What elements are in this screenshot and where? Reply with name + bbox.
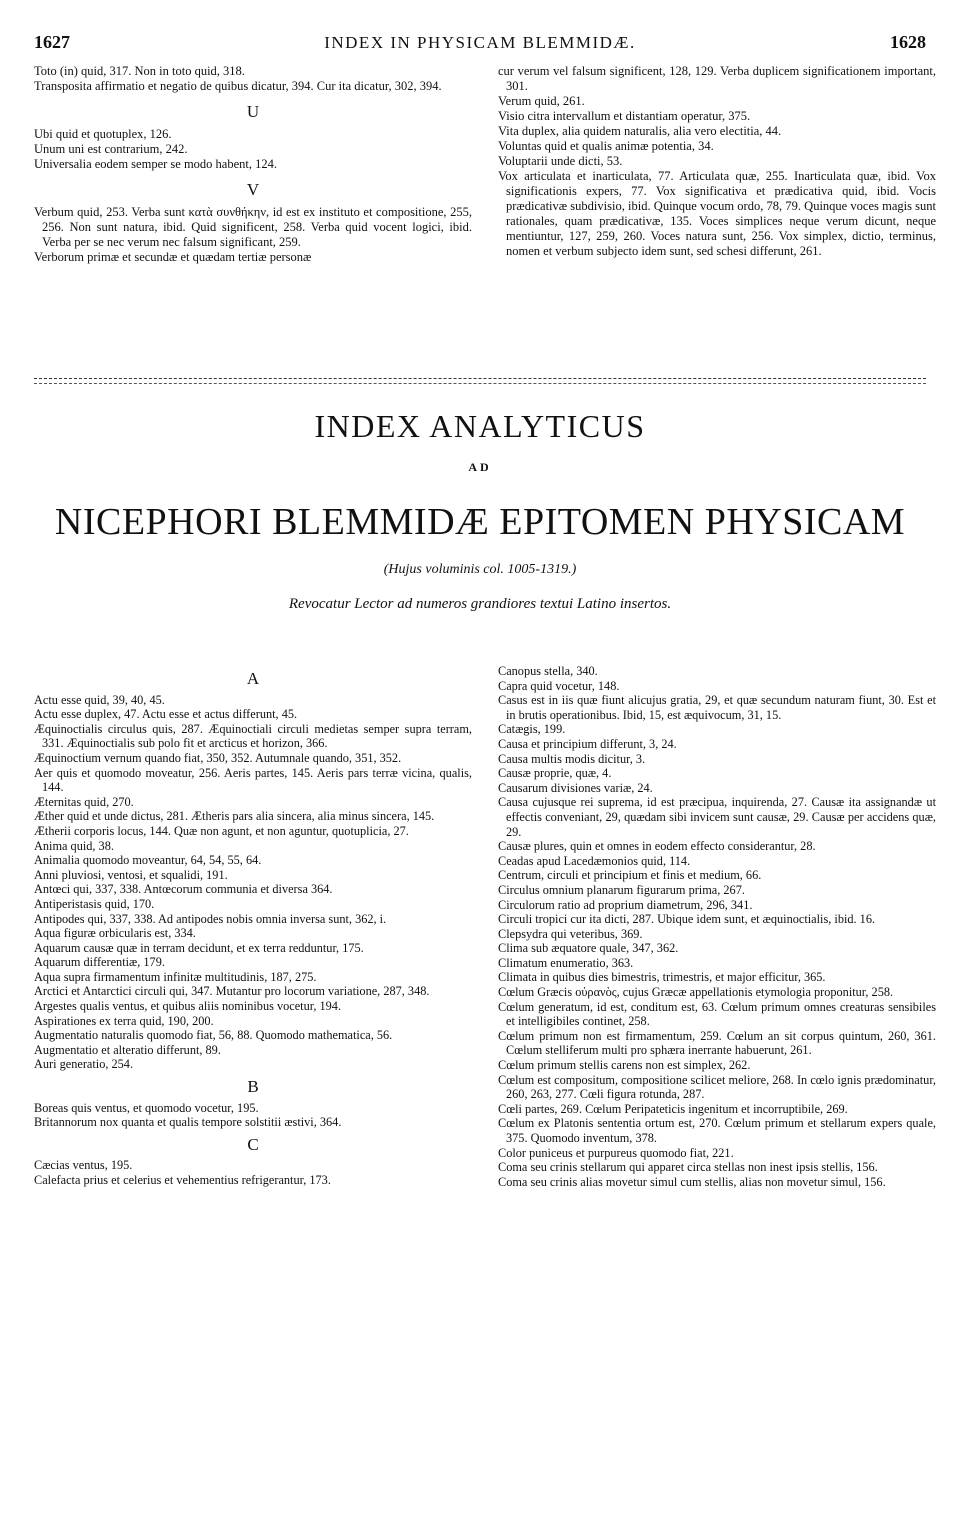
index-entry: Voluntas quid et qualis animæ potentia, 34. bbox=[498, 139, 714, 153]
index-entry: Ceadas apud Lacedæmonios quid, 114. bbox=[498, 853, 691, 868]
index-entry: Centrum, circuli et principium et finis et medium, 66. bbox=[498, 868, 762, 883]
index-entry: Ubi quid et quotuplex, 126. bbox=[34, 127, 172, 141]
index-entry: Coma seu crinis stellarum qui apparet circa stellas non inest ipsis stellis, 156. bbox=[498, 1160, 878, 1175]
index-entry: Causæ proprie, quæ, 4. bbox=[498, 766, 612, 781]
index-entry: Antipodes qui, 337, 338. Ad antipodes nobis omnia inversa sunt, 362, i. bbox=[34, 911, 387, 926]
page-header bbox=[34, 32, 926, 56]
index-entry: Cœlum generatum, id est, conditum est, 63. Cœlum primum omnes creaturas sensibiles et intelligibiles continet, 258. bbox=[498, 999, 936, 1029]
index-entry: Circuli tropici cur ita dicti, 287. Ubique idem sunt, et æquinoctialis, ibid. 16. bbox=[498, 912, 876, 927]
index-entry: Ætherii corporis locus, 144. Quæ non agunt, et non aguntur, quotuplicia, 27. bbox=[34, 823, 409, 838]
index-entry: Cœlum primum stellis carens non est simplex, 262. bbox=[498, 1058, 751, 1073]
index-entry: Verborum primæ et secundæ et quædam tertiæ personæ bbox=[34, 250, 312, 264]
index-entry: Augmentatio et alteratio differunt, 89. bbox=[34, 1042, 221, 1057]
index-entry: Aquarum causæ quæ in terram decidunt, et ex terra redduntur, 175. bbox=[34, 940, 364, 955]
index-title: INDEX ANALYTICUS bbox=[314, 408, 646, 444]
index-letter-heading: U bbox=[246, 102, 260, 121]
index-entry: Clepsydra qui veteribus, 369. bbox=[498, 926, 643, 941]
index-entry: Vox articulata et inarticulata, 77. Articulata quæ, 255. Inarticulata quæ, ibid. Vox significationis expers, 77. Vox significativa et prædicativa quid, ibid. Vocis prædicativæ subdivisio, ibid. Quinque vocum ordo, 78, 79. Quinque voces magis sunt rationales, quam prædicativæ, 135. Voces simplices neque verum dicunt, neque mentiuntur, 127, 259, 260. Voces natura sunt, 256. Vox simplex, dictio, terminus, nomen et verbum subjecto idem sunt, sed schesi differunt, 261. bbox=[498, 169, 936, 258]
section-divider bbox=[34, 378, 926, 384]
index-entry: Verum quid, 261. bbox=[498, 94, 585, 108]
index-entry: Causa cujusque rei suprema, id est præcipua, inquirenda, 27. Causæ ita assignandæ ut effectis conveniant, 29, quædam sibi invicem sunt causæ, 29. Causæ per accidens quæ, 29. bbox=[498, 795, 936, 839]
index-volume-note: (Hujus voluminis col. 1005-1319.) bbox=[383, 562, 577, 577]
bottom-right-column bbox=[498, 664, 936, 1189]
index-entry: Catægis, 199. bbox=[498, 722, 566, 737]
index-entry: Actu esse quid, 39, 40, 45. bbox=[34, 692, 165, 707]
index-entry: Capra quid vocetur, 148. bbox=[498, 678, 620, 693]
index-entry: Antiperistasis quid, 170. bbox=[34, 896, 155, 911]
index-reader-note: Revocatur Lector ad numeros grandiores textui Latino insertos. bbox=[288, 596, 672, 612]
index-entry: Anima quid, 38. bbox=[34, 838, 114, 853]
top-right-column bbox=[498, 64, 936, 259]
index-entry: Boreas quis ventus, et quomodo vocetur, 195. bbox=[34, 1100, 259, 1115]
index-main-title: NICEPHORI BLEMMIDÆ EPITOMEN PHYSICAM bbox=[54, 501, 906, 543]
index-entry: Argestes qualis ventus, et quibus aliis nominibus vocetur, 194. bbox=[34, 999, 342, 1014]
index-letter-heading: A bbox=[246, 669, 260, 688]
index-entry: cur verum vel falsum significent, 128, 129. Verba duplicem significationem important, 301. bbox=[498, 64, 936, 93]
index-letter-heading: B bbox=[247, 1077, 259, 1097]
index-entry: Vita duplex, alia quidem naturalis, alia vero electitia, 44. bbox=[498, 124, 782, 138]
page-number-left: 1627 bbox=[34, 32, 70, 52]
index-entry: Aqua supra firmamentum infinitæ multitudinis, 187, 275. bbox=[34, 969, 317, 984]
index-entry: Anni pluviosi, ventosi, et squalidi, 191. bbox=[34, 867, 228, 882]
index-entry: Cœlum Græcis οὐρανὸς, cujus Græcæ appellationis etymologia proponitur, 258. bbox=[498, 985, 894, 1000]
index-entry: Unum uni est contrarium, 242. bbox=[34, 142, 188, 156]
index-entry: Britannorum nox quanta et qualis tempore solstitii æstivi, 364. bbox=[34, 1115, 342, 1130]
index-entry: Transposita affirmatio et negatio de quibus dicatur, 394. Cur ita dicatur, 302, 394. bbox=[34, 79, 442, 93]
index-entry: Verbum quid, 253. Verba sunt κατὰ συνθήκην, id est ex instituto et compositione, 255, 256. Non sunt natura, ibid. Quid significent, 258. Verba quid vocent logici, ibid. Verba per se nec verum nec falsum significant, 259. bbox=[34, 205, 472, 249]
top-left-column bbox=[34, 64, 472, 265]
index-entry: Cæcias ventus, 195. bbox=[34, 1158, 133, 1173]
index-entry: Calefacta prius et celerius et vehementius refrigerantur, 173. bbox=[34, 1173, 331, 1187]
index-entry: Augmentatio naturalis quomodo fiat, 56, 88. Quomodo mathematica, 56. bbox=[34, 1028, 393, 1043]
index-entry: Circulus omnium planarum figurarum prima, 267. bbox=[498, 882, 745, 897]
index-entry: Universalia eodem semper se modo habent, 124. bbox=[34, 157, 277, 171]
index-entry: Causa et principium differunt, 3, 24. bbox=[498, 736, 677, 751]
top-index-section bbox=[34, 64, 936, 364]
index-entry: Climatum enumeratio, 363. bbox=[498, 955, 634, 970]
index-entry: Causarum divisiones variæ, 24. bbox=[498, 780, 653, 795]
index-letter-heading: V bbox=[246, 180, 260, 199]
analytic-index-section bbox=[34, 664, 936, 1524]
index-entry: Cœli partes, 269. Cœlum Peripateticis ingenitum et incorruptibile, 269. bbox=[498, 1101, 848, 1116]
index-entry: Aqua figuræ orbicularis est, 334. bbox=[34, 926, 196, 941]
index-entry: Æternitas quid, 270. bbox=[34, 794, 134, 809]
index-entry: Color puniceus et purpureus quomodo fiat, 221. bbox=[498, 1145, 734, 1160]
index-entry: Aquarum differentiæ, 179. bbox=[34, 955, 165, 970]
index-entry: Causæ plures, quin et omnes in eodem effecto considerantur, 28. bbox=[498, 839, 816, 854]
index-entry: Auri generatio, 254. bbox=[34, 1057, 134, 1072]
index-entry: Casus est in iis quæ fiunt alicujus gratia, 29, et quæ secundum naturam fiunt, 30. Est et in brutis operationibus. Ibid, 15, est æquivocum, 31, 15. bbox=[498, 693, 936, 722]
index-entry: Æquinoctialis circulus quis, 287. Æquinoctiali circuli medietas semper supra terram, 331. Æquinoctialis sub polo fit et arcticus et horizon, 366. bbox=[34, 721, 472, 751]
index-entry: Cœlum est compositum, compositione scilicet meliore, 268. In cœlo ignis prædominatur, 260, 263, 277. Cœli figura rotunda, 287. bbox=[498, 1072, 936, 1102]
index-entry: Clima sub æquatore quale, 347, 362. bbox=[498, 941, 679, 956]
index-entry: Canopus stella, 340. bbox=[498, 664, 598, 678]
page-number-right: 1628 bbox=[890, 32, 926, 52]
index-entry: Æther quid et unde dictus, 281. Ætheris pars alia sincera, alia minus sincera, 145. bbox=[34, 809, 435, 824]
index-entry: Arctici et Antarctici circuli qui, 347. Mutantur pro locorum variatione, 287, 348. bbox=[34, 984, 430, 999]
index-entry: Cœlum ex Platonis sententia ortum est, 270. Cœlum primum et stellarum expers quale, 375. Quomodo inventum, 378. bbox=[498, 1116, 936, 1145]
index-entry: Visio citra intervallum et distantiam operatur, 375. bbox=[498, 109, 751, 123]
index-entry: Coma seu crinis alias movetur simul cum stellis, alias non movetur simul, 156. bbox=[498, 1174, 886, 1189]
running-title: INDEX IN PHYSICAM BLEMMIDÆ. bbox=[324, 33, 636, 52]
index-entry: Æquinoctium vernum quando fiat, 350, 352. Autumnale quando, 351, 352. bbox=[34, 750, 402, 765]
index-entry: Toto (in) quid, 317. Non in toto quid, 318. bbox=[34, 64, 245, 78]
index-letter-heading: C bbox=[247, 1134, 259, 1154]
index-entry: Antœci qui, 337, 338. Antœcorum communia et diversa 364. bbox=[34, 882, 333, 897]
index-entry: Climata in quibus dies bimestris, trimestris, et major efficitur, 365. bbox=[498, 970, 826, 985]
index-title-ad: AD bbox=[468, 460, 492, 474]
index-entry: Aspirationes ex terra quid, 190, 200. bbox=[34, 1013, 214, 1028]
index-entry: Cœlum primum non est firmamentum, 259. Cœlum an sit corpus quintum, 260, 361. Cœlum stelliferum multi pro sphæra inerrante habuerunt, 261. bbox=[498, 1028, 936, 1058]
bottom-left-column bbox=[34, 664, 472, 1188]
index-entry: Causa multis modis dicitur, 3. bbox=[498, 751, 646, 766]
index-entry: Circulorum ratio ad proprium diametrum, 296, 341. bbox=[498, 897, 753, 912]
index-entry: Animalia quomodo moveantur, 64, 54, 55, 64. bbox=[34, 853, 262, 868]
index-entry: Aer quis et quomodo moveatur, 256. Aeris partes, 145. Aeris pars terræ vicina, qualis, 144. bbox=[34, 765, 472, 795]
index-entry: Voluptarii unde dicti, 53. bbox=[498, 154, 623, 168]
index-entry: Actu esse duplex, 47. Actu esse et actus differunt, 45. bbox=[34, 707, 298, 722]
